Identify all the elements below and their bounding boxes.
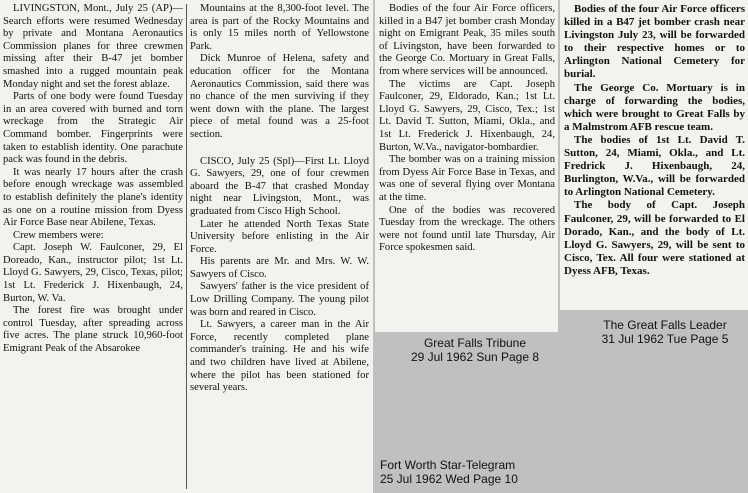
article-paragraph: Sawyers' father is the vice president of Low Drilling Company. The young pilot was born and reared in Cisco.	[190, 281, 369, 318]
article-paragraph: Bodies of the four Air Force officers, killed in a B47 jet bomber crash Monday night on Emigrant Peak, 35 miles south of Livingston, have been forwarded to the George Co. Mortuary in Great Falls, from where services will be announced.	[379, 3, 555, 77]
article-paragraph: The victims are Capt. Joseph Faulconer, 29, Eldorado, Kan.; 1st Lt. Lloyd G. Sawyers, 29, Cisco, Tex.; 1st Lt. David T. Sutton, Miami, Okla., and 1st Lt. Frederick J. Hixenbaugh, 24, Burton, W.Va., navigator-bombardier.	[379, 78, 555, 153]
star-telegram-column-2	[190, 3, 369, 491]
article-paragraph: The bomber was on a training mission from Dyess Air Force Base in Texas, and was one of several flying over Montana at the time.	[379, 154, 555, 203]
leader-caption	[585, 318, 745, 346]
article-paragraph: Lt. Sawyers, a career man in the Air Force, recently completed plane commander's training. He and his wife and two children have lived at Abilene, where the pilot has been stationed for several years.	[190, 319, 369, 394]
star-telegram-column-1	[3, 3, 183, 491]
star-telegram-caption-date: 25 Jul 1962 Wed Page 10	[380, 472, 518, 486]
article-paragraph: Bodies of the four Air Force officers killed in a B47 jet bomber crash near Livingston July 23, will be forwarded to their respective homes or to Arlington National Cemetery for burial.	[564, 3, 745, 81]
article-paragraph: Mountains at the 8,300-foot level. The area is part of the Rocky Mountains and is only 15 miles north of Yellowstone Park.	[190, 3, 369, 52]
article-paragraph: The bodies of 1st Lt. David T. Sutton, 24, Miami, Okla., and Lt. Fredrick J. Hixenbaugh, 24, Burlington, W.Va., will be forwarded to Arlington National Cemetery.	[564, 133, 745, 199]
article-paragraph: Parts of one body were found Tuesday in an area covered with burned and torn wreckage from the Strategic Air Command bomber. Fingerprints were taken to establish identity. One parachute pack was found in the debris.	[3, 91, 183, 166]
article-paragraph: The George Co. Mortuary is in charge of forwarding the bodies, which were brought to Great Falls by a Malmstrom AFB rescue team.	[564, 81, 745, 133]
article-paragraph: LIVINGSTON, Mont., July 25 (AP)—Search efforts were resumed Wednesday by private and Montana Aeronautics Commission planes for three crewmen missing after their B-47 jet bomber smashed into a rugged mountain peak Monday night and set the forest ablaze.	[3, 3, 183, 90]
article-gap	[190, 142, 369, 156]
article-paragraph: His parents are Mr. and Mrs. W. W. Sawyers of Cisco.	[190, 256, 369, 280]
leader-caption-date: 31 Jul 1962 Tue Page 5	[601, 332, 729, 346]
tribune-clipping	[375, 0, 558, 332]
leader-column	[564, 3, 745, 307]
article-paragraph: CISCO, July 25 (Spl)—First Lt. Lloyd G. Sawyers, 29, one of four crewmen aboard the B-47 that crashed Monday night near Livingston, Mont., was graduated from Cisco High School.	[190, 155, 369, 217]
article-paragraph: Dick Munroe of Helena, safety and education officer for the Montana Aeronautics Commission, said there was no chance of the men surviving if they went down with the plane. The largest piece of metal found was a 25-foot section.	[190, 53, 369, 140]
article-paragraph: One of the bodies was recovered Tuesday from the wreckage. The others were not found until late Thursday, Air Force spokesmen said.	[379, 204, 555, 254]
star-telegram-caption	[380, 458, 550, 486]
article-paragraph: The forest fire was brought under control Tuesday, after spreading across five acres. The plane struck 10,960-foot Emigrant Peak of the Absarokee	[3, 305, 183, 355]
tribune-column	[379, 3, 555, 329]
tribune-caption-date: 29 Jul 1962 Sun Page 8	[410, 350, 540, 364]
tribune-caption	[400, 336, 550, 364]
leader-clipping	[560, 0, 748, 310]
article-paragraph: Capt. Joseph W. Faulconer, 29, El Doreado, Kan., instructor pilot; 1st Lt. Lloyd G. Sawyers, 29, Cisco, Texas, pilot; 1st Lt. Frederick J. Hixenbaugh, 24, Burton, W. Va.	[3, 242, 183, 304]
column-rule	[186, 4, 187, 489]
article-paragraph: Crew members were:	[13, 229, 104, 241]
star-telegram-clipping	[0, 0, 373, 493]
leader-caption-name: The Great Falls Leader	[603, 318, 727, 332]
article-paragraph: The body of Capt. Joseph Faulconer, 29, will be forwarded to El Dorado, Kan., and the body of Lt. Lloyd G. Sawyers, 29, will be sent to Cisco, Tex. All four were stationed at Dyess AFB, Texas.	[564, 199, 745, 277]
tribune-caption-name: Great Falls Tribune	[423, 336, 527, 350]
article-paragraph: It was nearly 17 hours after the crash before enough wreckage was assembled to establish definitely the plane's identity as one on a routine mission from Dyess Air Force Base near Abilene, Texas.	[3, 166, 183, 229]
star-telegram-caption-name: Fort Worth Star-Telegram	[380, 458, 516, 472]
article-paragraph: Later he attended North Texas State University before enlisting in the Air Force.	[190, 218, 369, 255]
